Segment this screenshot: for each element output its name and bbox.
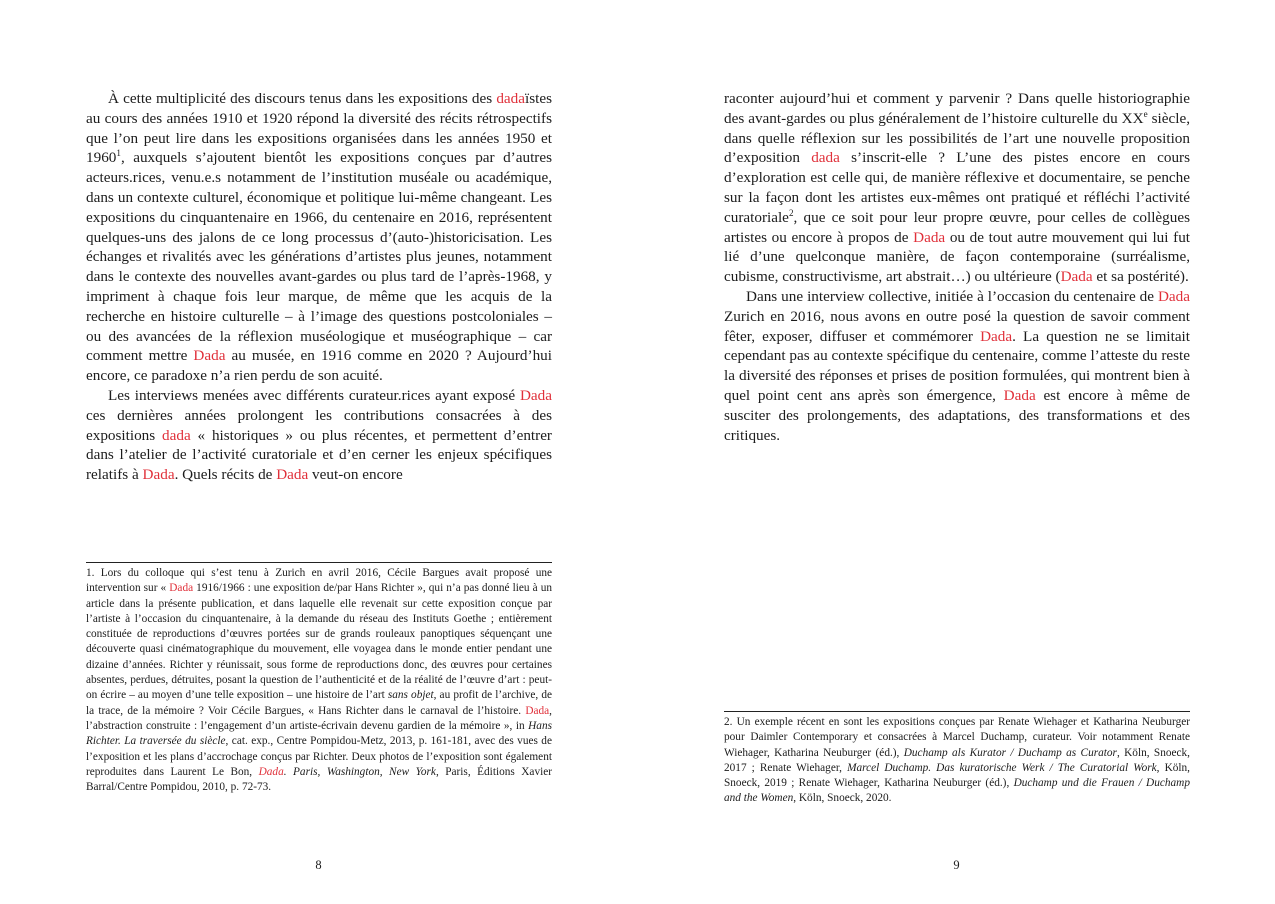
left-body-text [86,89,552,485]
right-page [638,0,1275,904]
dada-highlight: dada [162,426,191,444]
left-footnotes [86,562,552,795]
dada-highlight: Dada [1003,386,1036,404]
dada-highlight: Dada [193,347,226,365]
dada-highlight: Dada [913,228,946,246]
page-number-left: 8 [315,858,322,872]
dada-highlight: dada [496,90,525,107]
dada-highlight: Dada [142,466,175,484]
dada-highlight: Dada [525,704,550,717]
footnote-ref-1[interactable]: 1 [116,148,121,159]
right-paragraph-1: raconter aujourd’hui et comment y parvenir ? Dans quelle historiographie des avant-gardes ou plus généralement de l’histoire culturelle du XXe siècle, dans quelle réflexion sur les possibilités de l’art une nouvelle proposition d’exposition dada s’inscrit-elle ? L’une des pistes encore en cours d’exploration est celle qui, de manière réflexive et documentaire, se penche sur la façon dont les artistes eux-mêmes ont pratiqué et réfléchi l’activité curatoriale$^2$, que ce soit pour leur propre œuvre, pour celles de collègues artistes ou encore à propos de Dada ou de tout autre mouvement qui lui fut lié d’une quelconque manière, de façon contemporaine (surréalisme, cubisme, constructivisme, art abstrait…) ou ultérieure (Dada et sa postérité). [724,90,1191,286]
dada-highlight: Dada [980,327,1013,345]
right-paragraph-2: Dans une interview collective, initiée à l’occasion du centenaire de Dada Zurich en 2016, nous avons en outre posé la question de savoir comment fêter, exposer, diffuser et commémorer Dada. La question ne se limitait cependant pas au contexte spécifique du centenaire, comme l’atteste du reste la diversité des réponses et prises de position formulées, qui montrent bien à quel point cent ans après son émergence, Dada est encore à même de susciter des prolongements, des adaptations, des transformations et des critiques. [724,287,1190,444]
dada-highlight: Dada [258,765,284,778]
footnote-1: 1. Lors du colloque qui s’est tenu à Zurich en avril 2016, Cécile Bargues avait proposé une intervention sur « Dada 1916/1966 : une exposition de/par Hans Richter », qui n’a pas donné lieu à un article dans la présente publication, et dans laquelle elle revenait sur cette exposition conçue par l’artiste à l’occasion du cinquantenaire, à la demande du réseau des Instituts Goethe ; entièrement constituée de reproductions d’œuvres portées sur de grands rouleaux panoptiques séquençant une découverte quasi cinématographique du mouvement, elle voyagea dans le monde entier pendant une dizaine d’années. Richter y réunissait, sous forme de reproductions donc, des œuvres pour certaines absentes, perdues, détruites, posant la question de l’authenticité et de la réalité de l’œuvre d’art : peut-on écrire – au moyen d’une telle exposition – une histoire de l’art sans objet, au profit de l’archive, de la trace, de la mémoire ? Voir Cécile Bargues, « Hans Richter dans le carnaval de l’histoire. Dada, l’abstraction construite : l’engagement d’un artiste-écrivain devenu gardien de la mémoire », in Hans Richter. La traversée du siècle, cat. exp., Centre Pompidou-Metz, 2013, p. 161-181, avec des vues de l’exposition et les plans d’accrochage conçus par Richter. Deux photos de l’exposition sont également reproduites dans Laurent Le Bon, Dada. Paris, Washington, New York, Paris, Éditions Xavier Barral/Centre Pompidou, 2010, p. 72-73. [86,567,553,794]
footnote-2: 2. Un exemple récent en sont les expositions conçues par Renate Wiehager et Katharina Neuburger pour Daimler Contemporary et consacrées à Marcel Duchamp, curateur. Voir notamment Renate Wiehager, Katharina Neuburger (éd.), Duchamp als Kurator / Duchamp as Curator, Köln, Snoeck, 2017 ; Renate Wiehager, Marcel Duchamp. Das kuratorische Werk / The Curatorial Work, Köln, Snoeck, 2019 ; Renate Wiehager, Katharina Neuburger (éd.), Duchamp und die Frauen / Duchamp and the Women, Köln, Snoeck, 2020. [724,716,1190,805]
left-page [0,0,637,904]
dada-highlight: Dada [169,582,194,595]
right-body-text [724,89,1190,445]
dada-highlight: Dada [276,466,309,484]
page-number-right: 9 [953,858,960,872]
footnote-ref-2[interactable]: 2 [788,207,794,218]
dada-highlight: Dada [1157,287,1190,305]
dada-highlight: Dada [519,386,552,404]
right-footnotes [724,711,1190,807]
left-paragraph-1: À cette multiplicité des discours tenus dans les expositions des dadaïstes au cours des années 1910 et 1920 répond la diversité des récits rétrospectifs que l’on peut lire dans les expositions organisées dans les années 1950 et 1960$^1$, auxquels s’ajoutent bientôt les expositions conçues par d’autres acteurs.rices, venu.e.s notamment de l’institution muséale ou académique, dans un contexte culturel, économique et politique lui-même changeant. Les expositions du cinquantenaire en 1966, du centenaire en 2016, représentent quelques-uns des jalons de ce long processus d’(auto-)historicisation. Les échanges et rivalités avec les générations d’artistes plus jeunes, notamment dans le contexte des nouvelles avant-gardes ou plus tard de l’après-1968, y impriment à chaque fois leur marque, de même que les acquis de la recherche en histoire culturelle – à l’image des questions postcoloniales – ou des avancées de la réflexion muséologique et muséographique – car comment mettre Dada au musée, en 1916 comme en 2020 ? Aujourd’hui encore, ce paradoxe n’a rien perdu de son acuité. [86,90,552,385]
dada-highlight: dada [811,149,840,167]
dada-highlight: Dada [1060,268,1093,286]
left-paragraph-2: Les interviews menées avec différents curateur.rices ayant exposé Dada ces dernières années prolongent les contributions consacrées à des expositions dada « historiques » ou plus récentes, et permettent d’entrer dans l’atelier de l’activité curatoriale et d’en cerner les enjeux spécifiques relatifs à Dada. Quels récits de Dada veut-on encore [86,386,552,484]
